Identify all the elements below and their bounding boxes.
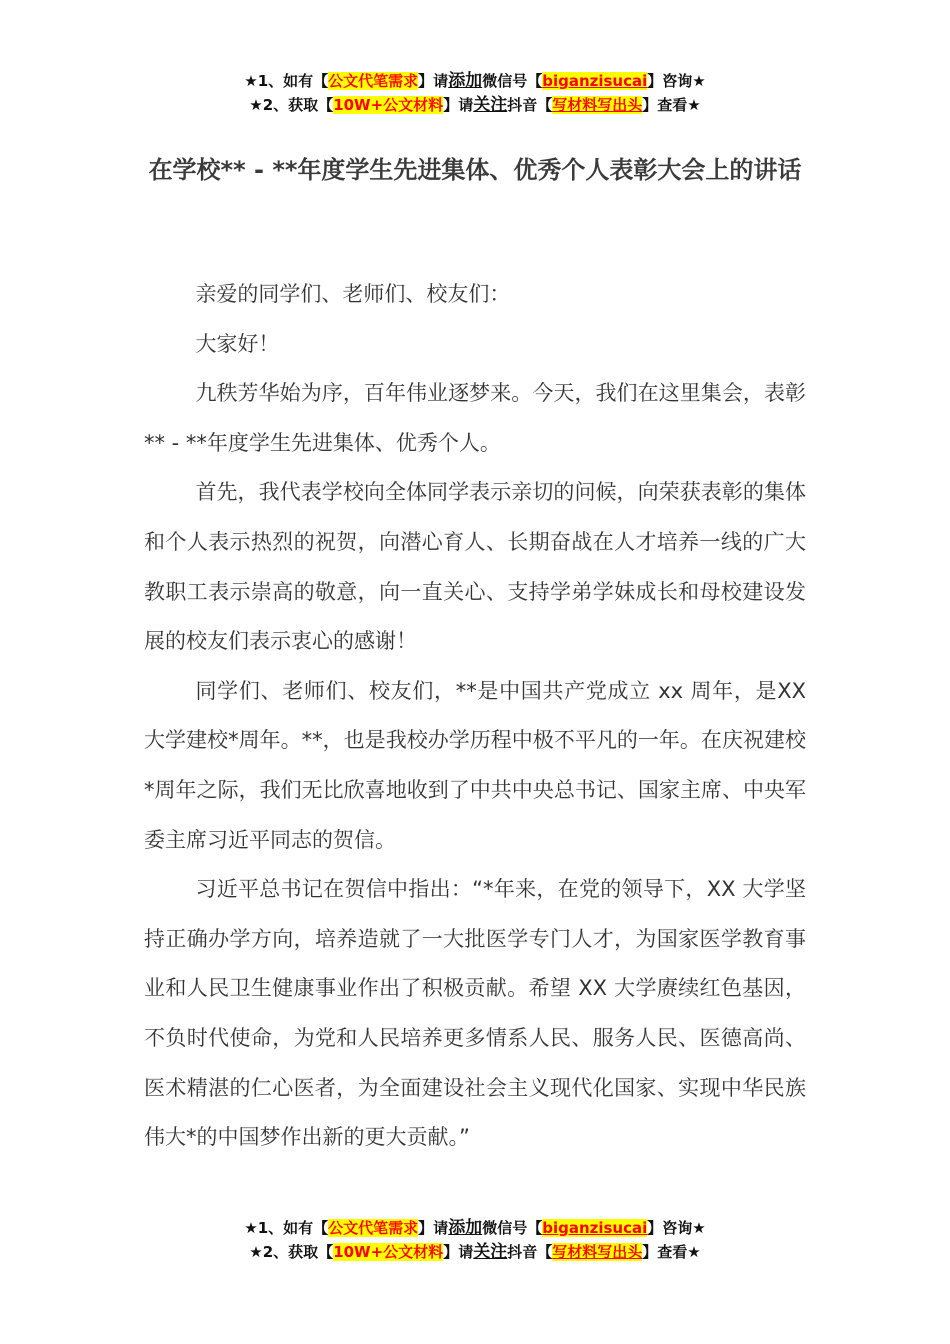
promo-text: 】请 xyxy=(418,72,449,90)
wechat-id-link[interactable]: biganzisucai xyxy=(542,72,648,90)
salutation-paragraph: 亲爱的同学们、老师们、校友们： xyxy=(195,282,511,306)
underlined-add: 添加 xyxy=(448,1218,483,1238)
promo-text: 】请 xyxy=(443,96,474,114)
promo-text: ★2、获取【 xyxy=(249,1243,334,1261)
promo-text: 微信号【 xyxy=(482,72,543,90)
underlined-add: 添加 xyxy=(448,71,483,91)
body-paragraph: 同学们、老师们、校友们，**是中国共产党成立 xx 周年，是XX 大学建校*周年。**，也是我校办学历程中极不平凡的一年。在庆祝建校*周年之际，我们无比欣喜地收到了中共中央总书记、国家主席、中央军委主席习近平同志的贺信。 xyxy=(144,678,806,852)
promo-line-1 xyxy=(0,1216,950,1240)
highlight-service: 公文代笔需求 xyxy=(328,72,419,90)
promo-text: ★1、如有【 xyxy=(244,1219,329,1237)
promo-footer xyxy=(0,1216,950,1264)
underlined-follow: 关注 xyxy=(473,1242,508,1262)
body-paragraph: 首先，我代表学校向全体同学表示亲切的问候，向荣获表彰的集体和个人表示热烈的祝贺，向潜心育人、长期奋战在人才培养一线的广大教职工表示崇高的敬意，向一直关心、支持学弟学妹成长和母校建设发展的校友们表示衷心的感谢！ xyxy=(144,480,806,654)
highlight-materials: 10W+公文材料 xyxy=(333,96,444,114)
promo-header xyxy=(0,69,950,117)
body-paragraph: 九秩芳华始为序，百年伟业逐梦来。今天，我们在这里集会，表彰** - **年度学生先进集体、优秀个人。 xyxy=(144,381,806,455)
promo-line-2 xyxy=(0,1240,950,1264)
promo-line-2 xyxy=(0,93,950,117)
underlined-follow: 关注 xyxy=(473,95,508,115)
promo-text: 】查看★ xyxy=(642,1243,701,1261)
promo-text: 抖音【 xyxy=(507,96,553,114)
douyin-account-link[interactable]: 写材料写出头 xyxy=(552,1243,643,1261)
promo-text: 微信号【 xyxy=(482,1219,543,1237)
promo-line-1 xyxy=(0,69,950,93)
promo-text: 抖音【 xyxy=(507,1243,553,1261)
promo-text: 】查看★ xyxy=(642,96,701,114)
promo-text: 】请 xyxy=(418,1219,449,1237)
douyin-account-link[interactable]: 写材料写出头 xyxy=(552,96,643,114)
document-body xyxy=(144,270,806,1163)
promo-text: 】咨询★ xyxy=(647,1219,706,1237)
document-title: 在学校** - **年度学生先进集体、优秀个人表彰大会上的讲话 xyxy=(148,156,802,184)
greeting-paragraph: 大家好！ xyxy=(195,331,280,356)
wechat-id-link[interactable]: biganzisucai xyxy=(542,1219,648,1237)
promo-text: 】咨询★ xyxy=(647,72,706,90)
promo-text: ★1、如有【 xyxy=(244,72,329,90)
promo-text: ★2、获取【 xyxy=(249,96,334,114)
highlight-service: 公文代笔需求 xyxy=(328,1219,419,1237)
promo-text: 】请 xyxy=(443,1243,474,1261)
body-paragraph: 习近平总书记在贺信中指出：“*年来，在党的领导下，XX 大学坚持正确办学方向，培养造就了一大批医学专门人才，为国家医学教育事业和人民卫生健康事业作出了积极贡献。希望 XX 大学赓续红色基因，不负时代使命，为党和人民培养更多情系人民、服务人民、医德高尚、医术精湛的仁心医者，为全面建设社会主义现代化国家、实现中华民族伟大*的中国梦作出新的更大贡献。” xyxy=(144,877,806,1150)
highlight-materials: 10W+公文材料 xyxy=(333,1243,444,1261)
